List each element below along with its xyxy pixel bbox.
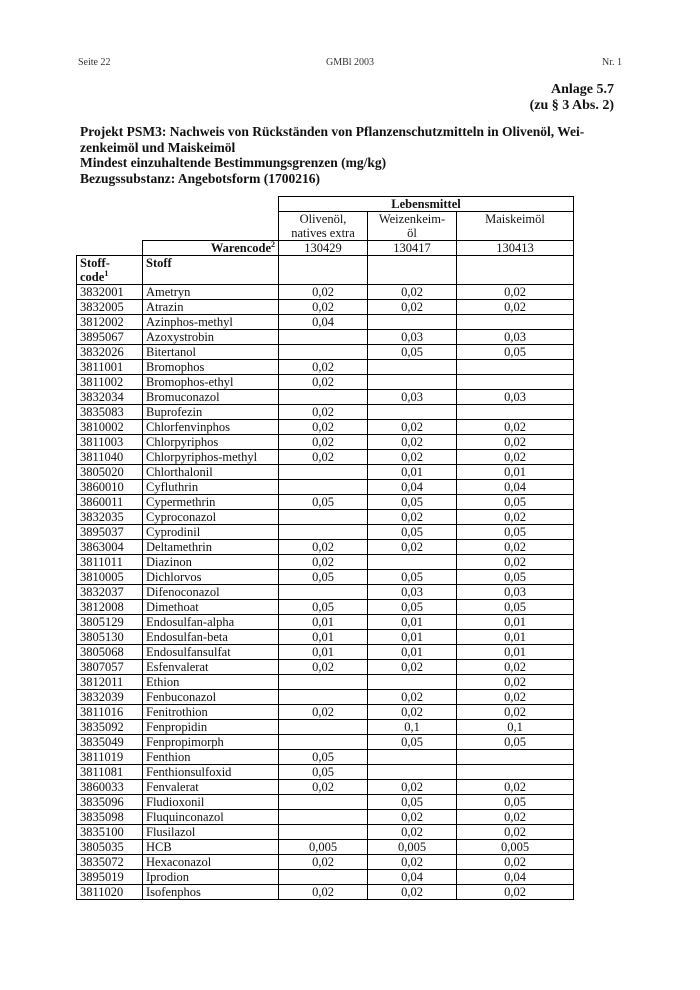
limit-olive-oil: 0,05 (279, 750, 368, 765)
substance-code: 3835049 (77, 735, 143, 750)
substance-name: Bitertanol (143, 345, 279, 360)
substance-code: 3835096 (77, 795, 143, 810)
substance-name: Buprofezin (143, 405, 279, 420)
limit-olive-oil (279, 480, 368, 495)
substance-code: 3811040 (77, 450, 143, 465)
limit-corn-oil: 0,05 (457, 345, 574, 360)
annex-reference: (zu § 3 Abs. 2) (529, 98, 614, 113)
substance-code: 3832037 (77, 585, 143, 600)
substance-code: 3835100 (77, 825, 143, 840)
substance-code: 3832026 (77, 345, 143, 360)
limit-corn-oil: 0,01 (457, 645, 574, 660)
warencode-olive: 130429 (279, 241, 368, 256)
limit-olive-oil: 0,05 (279, 570, 368, 585)
column-header-row (77, 256, 574, 285)
journal-name: GMBl 2003 (325, 57, 375, 68)
limit-olive-oil: 0,02 (279, 885, 368, 900)
limit-wheat-germ-oil: 0,02 (368, 825, 457, 840)
table-row (77, 375, 574, 390)
substance-name: Esfenvalerat (143, 660, 279, 675)
substance-name: HCB (143, 840, 279, 855)
limit-olive-oil: 0,02 (279, 405, 368, 420)
limit-olive-oil (279, 585, 368, 600)
limit-corn-oil: 0,05 (457, 495, 574, 510)
limit-corn-oil: 0,01 (457, 630, 574, 645)
limit-olive-oil: 0,02 (279, 285, 368, 300)
annex-title: Anlage 5.7 (551, 82, 614, 97)
substance-code: 3832035 (77, 510, 143, 525)
table-row (77, 870, 574, 885)
warencode-corn: 130413 (457, 241, 574, 256)
substance-name: Bromophos (143, 360, 279, 375)
limit-olive-oil: 0,02 (279, 540, 368, 555)
limit-wheat-germ-oil: 0,02 (368, 780, 457, 795)
substance-code: 3863004 (77, 540, 143, 555)
table-row (77, 570, 574, 585)
substance-code: 3832005 (77, 300, 143, 315)
limit-wheat-germ-oil: 0,05 (368, 735, 457, 750)
limit-wheat-germ-oil: 0,02 (368, 810, 457, 825)
substance-code: 3835072 (77, 855, 143, 870)
substance-name: Chlorfenvinphos (143, 420, 279, 435)
category-row (77, 197, 574, 212)
table-row (77, 885, 574, 900)
substance-name: Endosulfan-alpha (143, 615, 279, 630)
table-row (77, 285, 574, 300)
substance-code: 3832039 (77, 690, 143, 705)
substance-name: Endosulfan-beta (143, 630, 279, 645)
limit-olive-oil: 0,02 (279, 780, 368, 795)
limit-wheat-germ-oil: 0,02 (368, 855, 457, 870)
limit-wheat-germ-oil (368, 405, 457, 420)
limit-corn-oil: 0,02 (457, 810, 574, 825)
limit-wheat-germ-oil: 0,01 (368, 645, 457, 660)
limit-olive-oil: 0,02 (279, 855, 368, 870)
warencode-label: Warencode$^2$ (143, 241, 279, 256)
limit-wheat-germ-oil (368, 555, 457, 570)
substance-code: 3805020 (77, 465, 143, 480)
page-header (78, 57, 622, 71)
limit-wheat-germ-oil: 0,05 (368, 495, 457, 510)
limit-wheat-germ-oil (368, 765, 457, 780)
substance-name: Bromophos-ethyl (143, 375, 279, 390)
substance-name: Fluquinconazol (143, 810, 279, 825)
limit-wheat-germ-oil: 0,05 (368, 600, 457, 615)
issue-number: Nr. 1 (602, 57, 622, 68)
table-row (77, 840, 574, 855)
title-line-3: Mindest einzuhaltende Bestimmungsgrenzen (mg/kg) (80, 155, 387, 170)
limit-olive-oil: 0,05 (279, 495, 368, 510)
substance-code: 3811003 (77, 435, 143, 450)
table-row (77, 465, 574, 480)
substance-code: 3811011 (77, 555, 143, 570)
limit-wheat-germ-oil: 0,01 (368, 630, 457, 645)
limit-olive-oil (279, 675, 368, 690)
table-row (77, 330, 574, 345)
limit-olive-oil: 0,005 (279, 840, 368, 855)
limit-wheat-germ-oil: 0,02 (368, 705, 457, 720)
limit-olive-oil (279, 345, 368, 360)
limit-corn-oil: 0,02 (457, 435, 574, 450)
limit-corn-oil: 0,02 (457, 705, 574, 720)
table-row (77, 390, 574, 405)
limit-corn-oil: 0,05 (457, 600, 574, 615)
limit-wheat-germ-oil: 0,03 (368, 585, 457, 600)
substance-name: Dimethoat (143, 600, 279, 615)
substance-name: Isofenphos (143, 885, 279, 900)
limit-wheat-germ-oil (368, 315, 457, 330)
limit-corn-oil: 0,02 (457, 555, 574, 570)
substance-code: 3805130 (77, 630, 143, 645)
limit-corn-oil: 0,02 (457, 825, 574, 840)
table-row (77, 690, 574, 705)
table-row (77, 585, 574, 600)
table-row (77, 510, 574, 525)
limit-corn-oil (457, 750, 574, 765)
title-line-1: Projekt PSM3: Nachweis von Rückständen von Pflanzenschutzmitteln in Olivenöl, Wei- (80, 124, 585, 139)
limit-olive-oil (279, 690, 368, 705)
limit-olive-oil (279, 510, 368, 525)
limit-olive-oil (279, 735, 368, 750)
limit-olive-oil: 0,02 (279, 300, 368, 315)
limit-wheat-germ-oil: 0,005 (368, 840, 457, 855)
limit-corn-oil: 0,05 (457, 735, 574, 750)
limit-olive-oil (279, 330, 368, 345)
table-row (77, 480, 574, 495)
table-row (77, 600, 574, 615)
table-row (77, 735, 574, 750)
limit-corn-oil: 0,02 (457, 675, 574, 690)
limit-olive-oil (279, 525, 368, 540)
limit-wheat-germ-oil: 0,05 (368, 525, 457, 540)
substance-code: 3811020 (77, 885, 143, 900)
limit-wheat-germ-oil: 0,01 (368, 615, 457, 630)
table-row (77, 315, 574, 330)
limit-wheat-germ-oil: 0,05 (368, 570, 457, 585)
substance-code: 3805068 (77, 645, 143, 660)
substance-code: 3805129 (77, 615, 143, 630)
limit-corn-oil: 0,02 (457, 450, 574, 465)
limit-corn-oil: 0,02 (457, 510, 574, 525)
substance-name: Atrazin (143, 300, 279, 315)
limit-wheat-germ-oil: 0,1 (368, 720, 457, 735)
table-row (77, 300, 574, 315)
limit-corn-oil: 0,1 (457, 720, 574, 735)
limit-wheat-germ-oil (368, 675, 457, 690)
table-row (77, 720, 574, 735)
substance-code: 3860033 (77, 780, 143, 795)
substance-name: Chlorthalonil (143, 465, 279, 480)
limit-olive-oil: 0,05 (279, 600, 368, 615)
substance-name: Cyprodinil (143, 525, 279, 540)
limit-olive-oil: 0,02 (279, 360, 368, 375)
food-olive-oil: Olivenöl, natives extra (279, 212, 368, 241)
limit-corn-oil: 0,01 (457, 465, 574, 480)
table-row (77, 780, 574, 795)
warencode-wheat: 130417 (368, 241, 457, 256)
substance-code: 3811019 (77, 750, 143, 765)
substance-name: Fenpropidin (143, 720, 279, 735)
stoff-header: Stoff (143, 256, 279, 285)
limit-wheat-germ-oil: 0,02 (368, 660, 457, 675)
stoffcode-header: Stoff- code$^1$ (77, 256, 143, 285)
table-row (77, 360, 574, 375)
limit-corn-oil: 0,03 (457, 585, 574, 600)
limit-wheat-germ-oil: 0,02 (368, 540, 457, 555)
page-number: Seite 22 (78, 57, 111, 68)
substance-code: 3895037 (77, 525, 143, 540)
limit-wheat-germ-oil: 0,02 (368, 435, 457, 450)
limit-olive-oil (279, 870, 368, 885)
substance-name: Azoxystrobin (143, 330, 279, 345)
limit-olive-oil: 0,05 (279, 765, 368, 780)
table-row (77, 705, 574, 720)
substance-code: 3835092 (77, 720, 143, 735)
limit-wheat-germ-oil (368, 360, 457, 375)
table-row (77, 495, 574, 510)
substance-name: Chlorpyriphos-methyl (143, 450, 279, 465)
substance-name: Diazinon (143, 555, 279, 570)
limit-wheat-germ-oil (368, 375, 457, 390)
table-row (77, 645, 574, 660)
substance-name: Fludioxonil (143, 795, 279, 810)
table-row (77, 435, 574, 450)
limit-wheat-germ-oil: 0,05 (368, 795, 457, 810)
table-row (77, 345, 574, 360)
substance-name: Endosulfansulfat (143, 645, 279, 660)
substance-code: 3835098 (77, 810, 143, 825)
table-row (77, 540, 574, 555)
limit-corn-oil: 0,02 (457, 855, 574, 870)
limit-olive-oil (279, 795, 368, 810)
table-row (77, 855, 574, 870)
limit-corn-oil: 0,04 (457, 480, 574, 495)
limit-olive-oil: 0,01 (279, 645, 368, 660)
limit-wheat-germ-oil: 0,04 (368, 870, 457, 885)
limit-wheat-germ-oil: 0,02 (368, 510, 457, 525)
substance-name: Ametryn (143, 285, 279, 300)
limit-corn-oil: 0,01 (457, 615, 574, 630)
limit-corn-oil: 0,02 (457, 540, 574, 555)
table-row (77, 450, 574, 465)
limit-corn-oil: 0,02 (457, 885, 574, 900)
limit-olive-oil: 0,02 (279, 375, 368, 390)
limit-corn-oil (457, 315, 574, 330)
limit-wheat-germ-oil: 0,02 (368, 450, 457, 465)
limit-wheat-germ-oil: 0,02 (368, 885, 457, 900)
substance-name: Fenthion (143, 750, 279, 765)
table-row (77, 825, 574, 840)
limit-corn-oil: 0,05 (457, 795, 574, 810)
limit-wheat-germ-oil: 0,02 (368, 420, 457, 435)
table-row (77, 420, 574, 435)
substance-name: Cyfluthrin (143, 480, 279, 495)
food-row (77, 212, 574, 241)
substance-code: 3812011 (77, 675, 143, 690)
substance-name: Fenthionsulfoxid (143, 765, 279, 780)
substance-name: Fenitrothion (143, 705, 279, 720)
substance-name: Iprodion (143, 870, 279, 885)
limit-corn-oil (457, 360, 574, 375)
limit-corn-oil: 0,02 (457, 300, 574, 315)
title-line-4: Bezugssubstanz: Angebotsform (1700216) (80, 170, 321, 186)
limit-olive-oil: 0,02 (279, 420, 368, 435)
limit-olive-oil: 0,02 (279, 660, 368, 675)
limit-corn-oil: 0,02 (457, 690, 574, 705)
food-wheat-germ-oil: Weizenkeim- öl (368, 212, 457, 241)
substance-code: 3860010 (77, 480, 143, 495)
limit-olive-oil: 0,02 (279, 435, 368, 450)
limit-olive-oil (279, 390, 368, 405)
limit-wheat-germ-oil: 0,02 (368, 690, 457, 705)
table-row (77, 615, 574, 630)
substance-name: Chlorpyriphos (143, 435, 279, 450)
limit-wheat-germ-oil (368, 750, 457, 765)
substance-name: Dichlorvos (143, 570, 279, 585)
limit-olive-oil: 0,02 (279, 705, 368, 720)
substance-name: Ethion (143, 675, 279, 690)
limit-wheat-germ-oil: 0,04 (368, 480, 457, 495)
substance-name: Flusilazol (143, 825, 279, 840)
annex-label (530, 82, 614, 114)
document-title (80, 124, 640, 186)
table-row (77, 750, 574, 765)
limit-corn-oil: 0,03 (457, 390, 574, 405)
limit-wheat-germ-oil: 0,05 (368, 345, 457, 360)
limit-olive-oil (279, 810, 368, 825)
residue-table (76, 196, 574, 900)
substance-code: 3811081 (77, 765, 143, 780)
limit-wheat-germ-oil: 0,02 (368, 285, 457, 300)
limit-corn-oil: 0,02 (457, 660, 574, 675)
table-row (77, 405, 574, 420)
substance-name: Bromuconazol (143, 390, 279, 405)
substance-code: 3835083 (77, 405, 143, 420)
limit-wheat-germ-oil: 0,01 (368, 465, 457, 480)
limit-corn-oil (457, 405, 574, 420)
substance-code: 3812002 (77, 315, 143, 330)
limit-wheat-germ-oil: 0,02 (368, 300, 457, 315)
substance-name: Cyproconazol (143, 510, 279, 525)
table-row (77, 555, 574, 570)
substance-code: 3810002 (77, 420, 143, 435)
limit-olive-oil (279, 720, 368, 735)
substance-code: 3811002 (77, 375, 143, 390)
limit-corn-oil: 0,02 (457, 780, 574, 795)
substance-code: 3832001 (77, 285, 143, 300)
table-row (77, 810, 574, 825)
limit-corn-oil: 0,02 (457, 420, 574, 435)
substance-code: 3810005 (77, 570, 143, 585)
limit-olive-oil (279, 825, 368, 840)
limit-corn-oil (457, 765, 574, 780)
limit-olive-oil: 0,02 (279, 450, 368, 465)
substance-name: Fenbuconazol (143, 690, 279, 705)
substance-code: 3895019 (77, 870, 143, 885)
limit-corn-oil: 0,005 (457, 840, 574, 855)
substance-code: 3860011 (77, 495, 143, 510)
substance-name: Fenpropimorph (143, 735, 279, 750)
table-row (77, 795, 574, 810)
food-corn-oil: Maiskeimöl (457, 212, 574, 241)
limit-olive-oil: 0,01 (279, 630, 368, 645)
limit-corn-oil: 0,05 (457, 525, 574, 540)
limit-olive-oil: 0,01 (279, 615, 368, 630)
limit-corn-oil: 0,02 (457, 285, 574, 300)
substance-code: 3812008 (77, 600, 143, 615)
limit-corn-oil (457, 375, 574, 390)
limit-wheat-germ-oil: 0,03 (368, 390, 457, 405)
table-row (77, 525, 574, 540)
substance-code: 3895067 (77, 330, 143, 345)
warencode-row (77, 241, 574, 256)
table-row (77, 675, 574, 690)
table-row (77, 765, 574, 780)
table-row (77, 630, 574, 645)
substance-name: Deltamethrin (143, 540, 279, 555)
substance-name: Fenvalerat (143, 780, 279, 795)
limit-olive-oil: 0,04 (279, 315, 368, 330)
substance-name: Hexaconazol (143, 855, 279, 870)
substance-name: Azinphos-methyl (143, 315, 279, 330)
limit-corn-oil: 0,05 (457, 570, 574, 585)
substance-code: 3807057 (77, 660, 143, 675)
substance-code: 3832034 (77, 390, 143, 405)
substance-code: 3805035 (77, 840, 143, 855)
limit-olive-oil: 0,02 (279, 555, 368, 570)
substance-name: Cypermethrin (143, 495, 279, 510)
title-line-2: zenkeimöl und Maiskeimöl (80, 139, 236, 155)
limit-olive-oil (279, 465, 368, 480)
category-header: Lebensmittel (279, 197, 574, 212)
substance-code: 3811016 (77, 705, 143, 720)
limit-corn-oil: 0,04 (457, 870, 574, 885)
limit-wheat-germ-oil: 0,03 (368, 330, 457, 345)
limit-corn-oil: 0,03 (457, 330, 574, 345)
substance-code: 3811001 (77, 360, 143, 375)
table-row (77, 660, 574, 675)
substance-name: Difenoconazol (143, 585, 279, 600)
